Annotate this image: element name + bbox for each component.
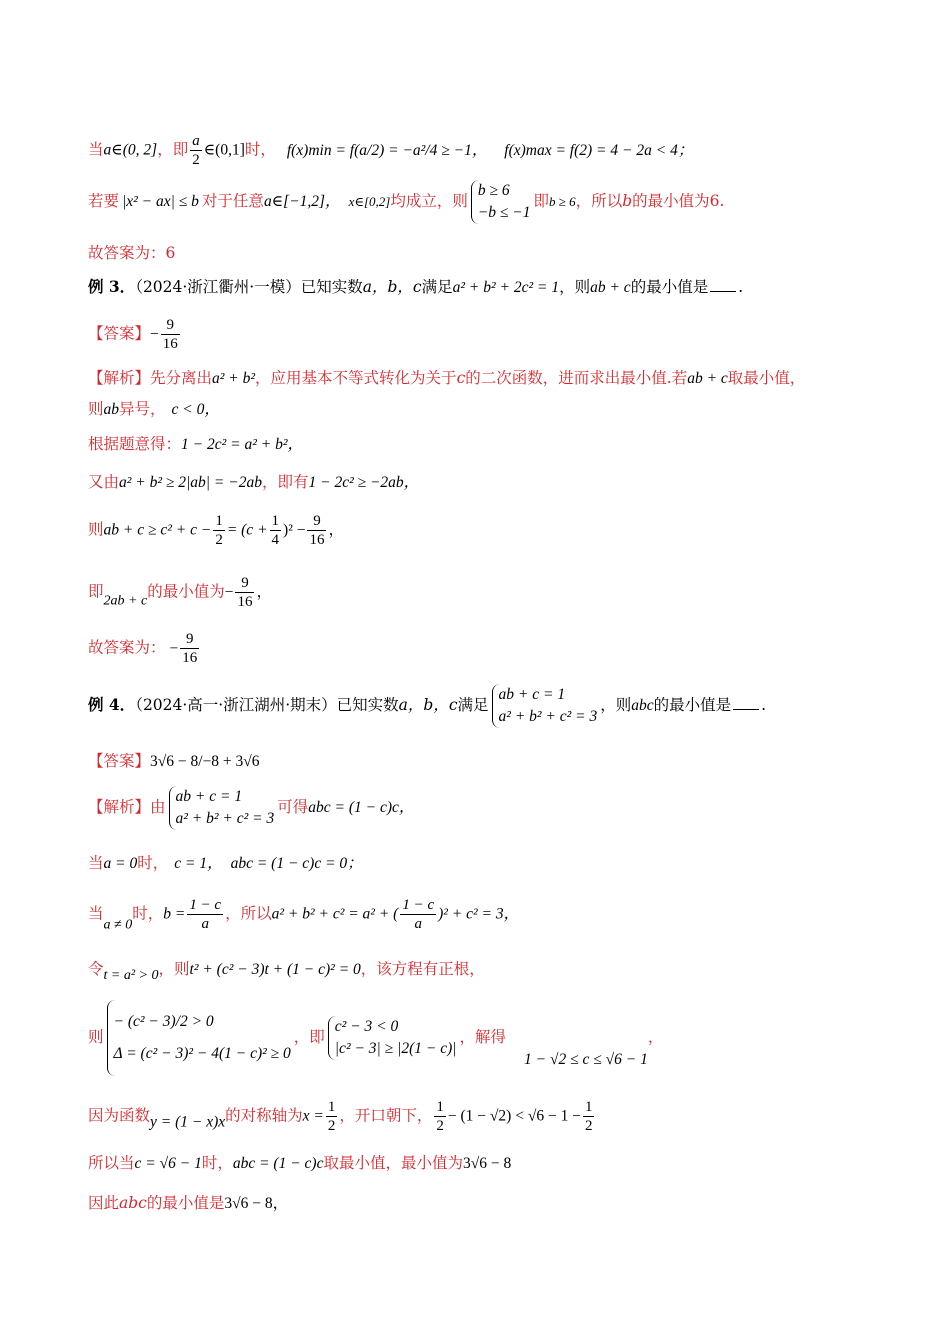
answer-label: 【答案】 — [88, 752, 151, 770]
math: |x² − ax| ≤ b — [122, 193, 199, 210]
system-of-inequalities: − (c² − 3)/2 > 0 Δ = (c² − 3)² − 4(1 − c)² ≥ 0 — [107, 1000, 291, 1076]
fraction: $\frac{1}{2}$ — [584, 1099, 593, 1134]
text: 的最小值是 — [146, 1194, 225, 1212]
text: 若要 — [88, 192, 120, 210]
text: 的二次函数，进而求出最小值.若 — [465, 369, 688, 387]
fraction: $\frac{9}{16}$ — [237, 575, 253, 610]
example-label: 例 3． — [88, 277, 136, 296]
solution-line-10 — [88, 852, 363, 875]
text: ，即有 — [261, 473, 309, 491]
text: . — [761, 696, 767, 714]
text: ，所以 — [575, 192, 623, 210]
text: ，则 — [559, 278, 591, 296]
text: ，即 — [157, 140, 189, 159]
answer-blank — [733, 695, 759, 710]
text: 因为函数 — [88, 1106, 151, 1125]
math: − — [169, 639, 179, 657]
text: ，所以 — [225, 904, 272, 923]
answer-line-ex2 — [88, 242, 175, 264]
example-3-analysis — [88, 367, 805, 390]
text: ，应用基本不等式转化为关于 — [255, 369, 457, 387]
solution-line-6 — [88, 471, 419, 494]
text: 的最小值为6. — [632, 192, 725, 210]
math: 2ab + c — [103, 593, 148, 609]
solution-line-14 — [88, 1098, 596, 1135]
system-of-equations: ab + c = 1 a² + b² + c² = 3 — [169, 786, 275, 830]
solution-line-4 — [88, 398, 220, 421]
fraction: $\frac{a}{2}$ — [192, 133, 200, 168]
text: 所以当 — [88, 1154, 135, 1172]
math: a∈(0, 2] — [103, 141, 158, 159]
example-4-answer — [88, 750, 260, 773]
text: 可得 — [277, 798, 309, 816]
math: = (c + — [226, 521, 268, 539]
fraction: $\frac{1}{2}$ — [327, 1099, 336, 1134]
math: 1 − √2 ≤ c ≤ √6 − 1 — [524, 1051, 648, 1068]
math: f(x)max = f(2) = 4 − 2a < 4； — [504, 141, 694, 159]
text: 异号， — [119, 400, 166, 418]
math: ab — [103, 401, 120, 418]
text: ，开口朝下， — [339, 1106, 433, 1125]
text: ，该方程有正根， — [360, 960, 485, 978]
text: 对于任意 — [201, 192, 264, 210]
text: （2024·浙江衢州·一模）已知实数 — [135, 278, 363, 296]
analysis-label: 【解析】 — [88, 798, 151, 816]
solution-line-1 — [88, 132, 693, 169]
math: 3√6 − 8， — [224, 1195, 289, 1212]
text: ，则 — [600, 696, 632, 714]
math: − (1 − √2) < √6 − 1 − — [447, 1107, 581, 1125]
text: 由 — [150, 798, 166, 816]
text: 则 — [88, 400, 104, 418]
text: a，b，c — [398, 696, 458, 714]
system-of-inequalities: c² − 3 < 0 |c² − 3| ≥ |2(1 − c)| — [328, 1016, 457, 1060]
answer-label: 【答案】 — [88, 324, 151, 343]
text: ，解得 — [459, 1028, 507, 1046]
text: 根据题意得： — [88, 435, 182, 453]
system-of-equations: ab + c = 1 a² + b² + c² = 3 — [492, 684, 598, 728]
text: 均成立，则 — [390, 192, 468, 210]
text: 的最小值是 — [653, 696, 732, 714]
solution-line-16 — [88, 1192, 288, 1215]
example-3-question — [88, 276, 743, 299]
math: abc = (1 − c)c — [232, 1155, 324, 1172]
text: 则 — [88, 520, 104, 539]
math: 1 − 2c² ≥ −2ab， — [308, 474, 420, 491]
text: 的最小值是 — [630, 278, 709, 296]
solution-line-11 — [88, 896, 519, 937]
fraction: $\frac{1 - c}{a}$ — [402, 897, 435, 932]
text: 时， — [132, 904, 164, 923]
text: 故答案为： — [88, 638, 166, 657]
math: x = — [302, 1107, 324, 1125]
analysis-label: 【解析】 — [88, 369, 151, 387]
math: a² + b² — [212, 370, 256, 387]
text: c — [456, 369, 466, 387]
math: 3√6 − 8/−8 + 3√6 — [150, 753, 260, 770]
text: 令 — [88, 960, 104, 978]
text: 取最小值，最小值为 — [323, 1154, 463, 1172]
math: f(x)min = f(a/2) = −a²/4 ≥ −1， — [286, 141, 488, 159]
math: b = — [163, 905, 186, 923]
math: ， — [328, 521, 344, 539]
fraction: $\frac{9}{16}$ — [309, 513, 325, 548]
example-3-answer — [88, 316, 182, 353]
text: 又由 — [88, 473, 120, 491]
fraction: $\frac{1}{2}$ — [215, 513, 223, 548]
math: a = 0 — [103, 855, 138, 872]
text: 当 — [88, 140, 104, 159]
text: 的最小值为 — [147, 582, 225, 601]
math: abc = (1 − c)c = 0； — [230, 855, 363, 872]
math: a² + b² ≥ 2|ab| = −2ab — [119, 474, 262, 491]
math: abc — [631, 697, 654, 714]
math: c < 0， — [171, 401, 220, 418]
math: ∈(0,1] — [203, 141, 245, 159]
example-4-analysis — [88, 786, 414, 830]
solution-line-8 — [88, 574, 272, 613]
fraction: $\frac{1}{4}$ — [271, 513, 280, 548]
text: 时， — [201, 1154, 233, 1172]
fraction: $\frac{1 - c}{a}$ — [189, 897, 222, 932]
example-4-question — [88, 684, 766, 728]
math: t = a² > 0 — [103, 968, 159, 983]
math: a² + b² + 2c² = 1 — [452, 279, 560, 296]
text: a，b，c — [362, 278, 422, 296]
text: 先分离出 — [150, 369, 213, 387]
text: 因此 — [88, 1194, 120, 1212]
text: 满足 — [421, 278, 453, 296]
answer-blank — [710, 277, 736, 292]
text: b — [622, 192, 633, 210]
text: 即 — [533, 192, 550, 210]
solution-line-15 — [88, 1152, 511, 1175]
text: ， — [647, 1028, 664, 1046]
text: （2024·高一·浙江湖州·期末）已知实数 — [135, 696, 399, 714]
text: 则 — [88, 1028, 104, 1046]
math: b ≥ 6 — [549, 194, 576, 209]
math: a² + b² + c² = a² + ( — [271, 905, 399, 923]
text: ，则 — [158, 960, 190, 978]
math: ab + c ≥ c² + c − — [103, 521, 212, 539]
math: ， — [256, 583, 272, 601]
math: x∈[0,2] — [348, 194, 391, 209]
text: . — [738, 278, 744, 296]
math: 3√6 − 8 — [463, 1155, 512, 1172]
solution-line-5 — [88, 433, 303, 456]
math: 1 − 2c² = a² + b²， — [181, 436, 303, 453]
text: 取最小值， — [727, 369, 806, 387]
text: 当 — [88, 904, 104, 923]
system-of-inequalities: b ≥ 6 −b ≤ −1 — [471, 180, 531, 224]
solution-line-13 — [88, 1000, 663, 1076]
fraction: $\frac{9}{16}$ — [182, 631, 198, 666]
math: c = 1， — [174, 855, 223, 872]
text: 的对称轴为 — [225, 1106, 303, 1125]
text: 时， — [137, 854, 169, 872]
solution-line-7 — [88, 512, 344, 549]
text: 即 — [88, 582, 104, 601]
math: ab + c — [687, 370, 728, 387]
math: y = (1 − x)x — [150, 1113, 226, 1131]
example-label: 例 4． — [88, 695, 136, 714]
math: ab + c — [590, 279, 631, 296]
math: t² + (c² − 3)t + (1 − c)² = 0 — [189, 961, 361, 978]
text: 当 — [88, 854, 104, 872]
math: − — [224, 583, 234, 601]
math: − — [150, 325, 159, 343]
fraction: $\frac{9}{16}$ — [162, 317, 178, 352]
math: a ≠ 0 — [103, 917, 133, 933]
text: 时， — [244, 140, 276, 159]
solution-line-2 — [88, 180, 724, 224]
text: ，即 — [293, 1028, 325, 1046]
text: abc — [119, 1194, 147, 1212]
fraction: $\frac{1}{2}$ — [436, 1099, 444, 1134]
math: )² − — [283, 521, 306, 539]
solution-line-12 — [88, 958, 485, 987]
math: a∈[−1,2]， — [263, 193, 341, 210]
math: c = √6 − 1 — [134, 1155, 202, 1172]
math: abc = (1 − c)c， — [308, 799, 415, 816]
example-3-final-answer — [88, 630, 201, 667]
math: )² + c² = 3， — [438, 905, 520, 923]
text: 故答案为：6 — [88, 244, 176, 262]
text: 满足 — [457, 696, 489, 714]
